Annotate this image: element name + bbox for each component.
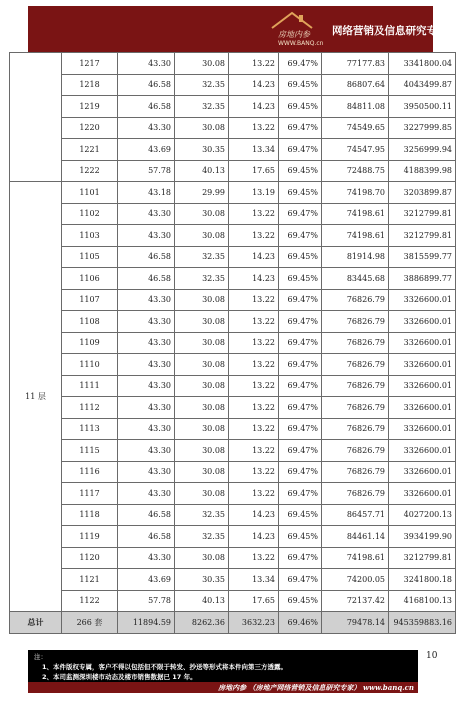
unit-no-cell: 1119 [62,526,118,548]
unit-price-cell: 86457.71 [322,504,389,526]
total-price-cell: 3326600.01 [389,375,456,397]
shared-area-cell: 14.23 [229,526,279,548]
table-row [10,547,456,569]
unit-no-cell: 1107 [62,289,118,311]
unit-no-cell: 1102 [62,203,118,225]
total-price-cell: 3326600.01 [389,397,456,419]
note-title: 注： [34,653,47,661]
usage-rate-cell: 69.45% [279,268,322,290]
usable-area-cell: 32.35 [175,504,229,526]
unit-no-cell: 1109 [62,332,118,354]
page-number: 10 [426,651,438,661]
table-row [10,53,456,75]
unit-price-cell: 84811.08 [322,96,389,118]
shared-area-cell: 14.23 [229,74,279,96]
unit-price-cell: 74198.61 [322,203,389,225]
usage-rate-cell: 69.47% [279,117,322,139]
table-row [10,311,456,333]
usage-rate-cell: 69.47% [279,440,322,462]
unit-price-cell: 76826.79 [322,440,389,462]
unit-price-cell: 76826.79 [322,354,389,376]
building-area-cell: 43.30 [118,354,175,376]
unit-price-cell: 74198.61 [322,225,389,247]
unit-price-cell: 76826.79 [322,397,389,419]
building-area-cell: 43.30 [118,547,175,569]
usable-area-cell: 40.13 [175,590,229,612]
table-row [10,354,456,376]
unit-no-cell: 1122 [62,590,118,612]
unit-no-cell: 1220 [62,117,118,139]
usable-area-cell: 30.08 [175,461,229,483]
logo-name: 房地内参 [278,30,310,39]
total-label: 总计 [10,612,62,634]
shared-area-cell: 13.34 [229,139,279,161]
usable-area-cell: 40.13 [175,160,229,182]
shared-area-cell: 13.22 [229,418,279,440]
shared-area-cell: 17.65 [229,160,279,182]
usage-rate-cell: 69.47% [279,418,322,440]
unit-price-cell: 76826.79 [322,332,389,354]
usage-rate-cell: 69.45% [279,160,322,182]
total-price-cell: 4168100.13 [389,590,456,612]
unit-no-cell: 1117 [62,483,118,505]
table-row [10,182,456,204]
total-price-cell: 3950500.11 [389,96,456,118]
total-price-cell: 3212799.81 [389,225,456,247]
unit-no-cell: 1118 [62,504,118,526]
building-area-cell: 43.30 [118,461,175,483]
table-row [10,289,456,311]
total-price-cell: 3934199.90 [389,526,456,548]
building-area-cell: 43.30 [118,311,175,333]
shared-area-cell: 13.22 [229,461,279,483]
unit-price-cell: 76826.79 [322,311,389,333]
total-cell: 8262.36 [175,612,229,634]
table-row [10,461,456,483]
unit-price-cell: 74198.61 [322,547,389,569]
unit-price-cell: 76826.79 [322,483,389,505]
total-price-cell: 3241800.18 [389,569,456,591]
shared-area-cell: 13.19 [229,182,279,204]
building-area-cell: 43.30 [118,53,175,75]
unit-price-cell: 77177.83 [322,53,389,75]
header-banner [28,6,448,52]
usable-area-cell: 30.08 [175,483,229,505]
unit-no-cell: 1221 [62,139,118,161]
logo-url: WWW.BANQ.cn [278,40,324,47]
usage-rate-cell: 69.47% [279,225,322,247]
usage-rate-cell: 69.45% [279,96,322,118]
unit-price-cell: 76826.79 [322,375,389,397]
usage-rate-cell: 69.47% [279,569,322,591]
total-cell: 11894.59 [118,612,175,634]
shared-area-cell: 13.22 [229,375,279,397]
total-price-cell: 4188399.98 [389,160,456,182]
table-row [10,483,456,505]
shared-area-cell: 13.22 [229,311,279,333]
table-row [10,74,456,96]
total-price-cell: 3203899.87 [389,182,456,204]
usable-area-cell: 30.08 [175,289,229,311]
unit-price-cell: 76826.79 [322,289,389,311]
total-price-cell: 3326600.01 [389,461,456,483]
unit-no-cell: 1218 [62,74,118,96]
total-price-cell: 3326600.01 [389,332,456,354]
building-area-cell: 43.69 [118,569,175,591]
usage-rate-cell: 69.45% [279,526,322,548]
shared-area-cell: 13.34 [229,569,279,591]
building-area-cell: 43.30 [118,203,175,225]
total-price-cell: 3326600.01 [389,289,456,311]
usable-area-cell: 30.08 [175,203,229,225]
building-area-cell: 46.58 [118,504,175,526]
usable-area-cell: 30.08 [175,397,229,419]
unit-no-cell: 1115 [62,440,118,462]
shared-area-cell: 13.22 [229,483,279,505]
usable-area-cell: 30.08 [175,311,229,333]
usable-area-cell: 30.08 [175,547,229,569]
floor-cell [10,53,62,182]
usage-rate-cell: 69.45% [279,182,322,204]
table-row [10,418,456,440]
shared-area-cell: 13.22 [229,117,279,139]
unit-price-cell: 83445.68 [322,268,389,290]
unit-no-cell: 1121 [62,569,118,591]
total-price-cell: 3326600.01 [389,418,456,440]
table-row [10,160,456,182]
usage-rate-cell: 69.47% [279,547,322,569]
usable-area-cell: 32.35 [175,526,229,548]
building-area-cell: 46.58 [118,268,175,290]
unit-no-cell: 1101 [62,182,118,204]
table-row [10,139,456,161]
usable-area-cell: 30.08 [175,225,229,247]
unit-no-cell: 1112 [62,397,118,419]
units-table [9,52,456,634]
building-area-cell: 46.58 [118,74,175,96]
building-area-cell: 43.69 [118,139,175,161]
unit-price-cell: 74549.65 [322,117,389,139]
building-area-cell: 46.58 [118,246,175,268]
usable-area-cell: 29.99 [175,182,229,204]
usage-rate-cell: 69.47% [279,354,322,376]
usage-rate-cell: 69.47% [279,289,322,311]
building-area-cell: 43.18 [118,182,175,204]
usage-rate-cell: 69.47% [279,139,322,161]
total-price-cell: 3326600.01 [389,354,456,376]
unit-no-cell: 1106 [62,268,118,290]
usable-area-cell: 32.35 [175,268,229,290]
total-price-cell: 3326600.01 [389,311,456,333]
usage-rate-cell: 69.45% [279,504,322,526]
unit-price-cell: 72488.75 [322,160,389,182]
unit-no-cell: 1219 [62,96,118,118]
building-area-cell: 43.30 [118,418,175,440]
note-line: 2、本司监测深圳楼市动态及楼市销售数据已 17 年。 [42,673,197,681]
usage-rate-cell: 69.47% [279,397,322,419]
table-row [10,332,456,354]
usable-area-cell: 32.35 [175,96,229,118]
table-row [10,375,456,397]
unit-no-cell: 1108 [62,311,118,333]
usable-area-cell: 32.35 [175,246,229,268]
table-row [10,203,456,225]
building-area-cell: 57.78 [118,160,175,182]
total-price-cell: 3326600.01 [389,440,456,462]
unit-price-cell: 84461.14 [322,526,389,548]
total-price-cell: 3212799.81 [389,547,456,569]
table-row [10,526,456,548]
total-cell: 945359883.16 [389,612,456,634]
total-price-cell: 4027200.13 [389,504,456,526]
logo [266,10,326,48]
usable-area-cell: 30.08 [175,375,229,397]
building-area-cell: 43.30 [118,225,175,247]
total-price-cell: 3886899.77 [389,268,456,290]
table-row [10,96,456,118]
table-row [10,246,456,268]
total-price-cell: 3256999.94 [389,139,456,161]
unit-no-cell: 1116 [62,461,118,483]
total-price-cell: 3212799.81 [389,203,456,225]
total-cell: 3632.23 [229,612,279,634]
usage-rate-cell: 69.45% [279,246,322,268]
building-area-cell: 43.30 [118,440,175,462]
unit-price-cell: 81914.98 [322,246,389,268]
shared-area-cell: 13.22 [229,354,279,376]
table-body [10,53,456,634]
table-row [10,504,456,526]
unit-price-cell: 74547.95 [322,139,389,161]
usage-rate-cell: 69.47% [279,332,322,354]
total-row [10,612,456,634]
unit-no-cell: 1103 [62,225,118,247]
usable-area-cell: 30.08 [175,354,229,376]
shared-area-cell: 13.22 [229,397,279,419]
total-cell: 79478.14 [322,612,389,634]
shared-area-cell: 13.22 [229,289,279,311]
total-price-cell: 3341800.04 [389,53,456,75]
shared-area-cell: 13.22 [229,547,279,569]
unit-no-cell: 1217 [62,53,118,75]
usable-area-cell: 30.35 [175,569,229,591]
floor-cell: 11 层 [10,182,62,612]
unit-price-cell: 76826.79 [322,461,389,483]
usage-rate-cell: 69.47% [279,483,322,505]
total-cell: 69.46% [279,612,322,634]
usage-rate-cell: 69.47% [279,53,322,75]
total-price-cell: 3326600.01 [389,483,456,505]
building-area-cell: 43.30 [118,117,175,139]
shared-area-cell: 14.23 [229,96,279,118]
table-row [10,590,456,612]
unit-no-cell: 1111 [62,375,118,397]
building-area-cell: 46.58 [118,526,175,548]
building-area-cell: 57.78 [118,590,175,612]
note-line: 1、本件版权专属，客户不得以包括但不限于转发、抄送等形式将本件向第三方透露。 [42,663,288,671]
usage-rate-cell: 69.47% [279,311,322,333]
table-row [10,117,456,139]
usage-rate-cell: 69.47% [279,461,322,483]
table-row [10,397,456,419]
building-area-cell: 43.30 [118,289,175,311]
shared-area-cell: 14.23 [229,504,279,526]
shared-area-cell: 17.65 [229,590,279,612]
footer-brand: 房地内参 （房地产网络营销及信息研究专家） www.banq.cn [28,682,418,693]
usable-area-cell: 30.08 [175,440,229,462]
usable-area-cell: 30.35 [175,139,229,161]
banner-title: 网络营销及信息研究专家 [332,25,448,37]
usable-area-cell: 32.35 [175,74,229,96]
shared-area-cell: 13.22 [229,203,279,225]
table-row [10,440,456,462]
unit-no-cell: 1105 [62,246,118,268]
building-area-cell: 43.30 [118,332,175,354]
table-row [10,569,456,591]
building-area-cell: 43.30 [118,375,175,397]
usage-rate-cell: 69.45% [279,590,322,612]
usable-area-cell: 30.08 [175,332,229,354]
usable-area-cell: 30.08 [175,418,229,440]
building-area-cell: 46.58 [118,96,175,118]
unit-price-cell: 74198.70 [322,182,389,204]
unit-price-cell: 86807.64 [322,74,389,96]
usable-area-cell: 30.08 [175,117,229,139]
table-row [10,268,456,290]
unit-no-cell: 1222 [62,160,118,182]
unit-no-cell: 1113 [62,418,118,440]
unit-no-cell: 1110 [62,354,118,376]
unit-price-cell: 72137.42 [322,590,389,612]
usage-rate-cell: 69.45% [279,74,322,96]
shared-area-cell: 13.22 [229,53,279,75]
total-price-cell: 3227999.85 [389,117,456,139]
shared-area-cell: 13.22 [229,332,279,354]
shared-area-cell: 14.23 [229,246,279,268]
shared-area-cell: 14.23 [229,268,279,290]
building-area-cell: 43.30 [118,483,175,505]
unit-price-cell: 74200.05 [322,569,389,591]
total-price-cell: 4043499.87 [389,74,456,96]
shared-area-cell: 13.22 [229,440,279,462]
shared-area-cell: 13.22 [229,225,279,247]
usage-rate-cell: 69.47% [279,203,322,225]
usage-rate-cell: 69.47% [279,375,322,397]
usable-area-cell: 30.08 [175,53,229,75]
total-price-cell: 3815599.77 [389,246,456,268]
unit-price-cell: 76826.79 [322,418,389,440]
building-area-cell: 43.30 [118,397,175,419]
total-cell: 266 套 [62,612,118,634]
table-row [10,225,456,247]
unit-no-cell: 1120 [62,547,118,569]
